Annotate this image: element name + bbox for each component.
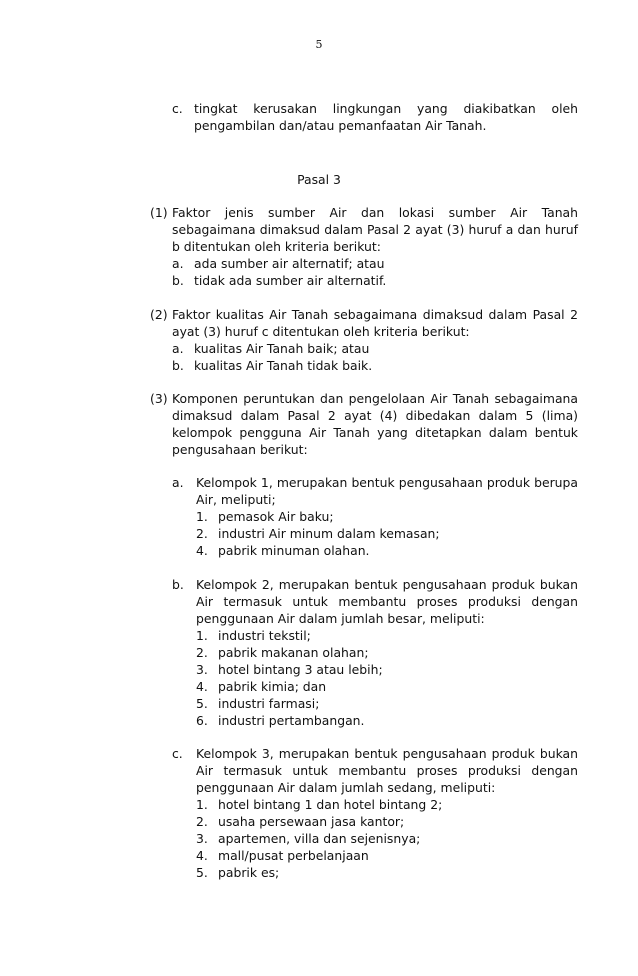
- list-item: [196, 695, 578, 712]
- list-marker: 4.: [196, 679, 208, 694]
- paragraph-line: Kelompok 2, merupakan bentuk pengusahaan produk bukan: [196, 577, 578, 592]
- list-marker: b.: [172, 358, 184, 373]
- clause-marker: (2): [150, 307, 168, 322]
- list-item: [172, 255, 578, 272]
- list-marker: 2.: [196, 645, 208, 660]
- clause-3: [150, 390, 578, 458]
- list-marker: 2.: [196, 814, 208, 829]
- list-item-c: [172, 100, 578, 134]
- list-marker: a.: [172, 256, 184, 271]
- list-item-text: tidak ada sumber air alternatif.: [194, 273, 387, 288]
- list-item-text: mall/pusat perbelanjaan: [218, 848, 369, 863]
- list-item-text: apartemen, villa dan sejenisnya;: [218, 831, 421, 846]
- list-marker: 6.: [196, 713, 208, 728]
- list-marker: 2.: [196, 526, 208, 541]
- list-item: [196, 661, 578, 678]
- list-item-text: pabrik minuman olahan.: [218, 543, 370, 558]
- list-item-text: kualitas Air Tanah baik; atau: [194, 341, 370, 356]
- list-item: [196, 627, 578, 644]
- list-item: [196, 712, 578, 729]
- group-marker: c.: [172, 746, 183, 761]
- list-item: [172, 272, 578, 289]
- paragraph-line: Faktor kualitas Air Tanah sebagaimana dimaksud dalam Pasal 2: [172, 307, 578, 322]
- list-item: [196, 644, 578, 661]
- clause-2: [150, 306, 578, 374]
- list-item-text: industri farmasi;: [218, 696, 320, 711]
- paragraph-line: tingkat kerusakan lingkungan yang diakibatkan oleh: [194, 101, 578, 116]
- paragraph-line: Air, meliputi;: [196, 492, 276, 507]
- list-item-text: pabrik makanan olahan;: [218, 645, 369, 660]
- list-item-text: usaha persewaan jasa kantor;: [218, 814, 405, 829]
- paragraph-line: Air termasuk untuk membantu proses produksi dengan: [196, 763, 578, 778]
- list-marker: a.: [172, 341, 184, 356]
- paragraph-line: pengusahaan berikut:: [172, 442, 308, 457]
- list-item-text: industri Air minum dalam kemasan;: [218, 526, 440, 541]
- list-marker: 1.: [196, 509, 208, 524]
- paragraph-line: ayat (3) huruf c ditentukan oleh kriteria berikut:: [172, 324, 470, 339]
- list-item: [196, 847, 578, 864]
- list-item-text: hotel bintang 1 dan hotel bintang 2;: [218, 797, 443, 812]
- paragraph-line: Faktor jenis sumber Air dan lokasi sumber Air Tanah: [172, 205, 578, 220]
- list-item-text: pabrik es;: [218, 865, 280, 880]
- list-item-text: industri pertambangan.: [218, 713, 365, 728]
- paragraph-line: sebagaimana dimaksud dalam Pasal 2 ayat (3) huruf a dan huruf: [172, 222, 578, 237]
- group-c: [172, 745, 578, 881]
- group-marker: a.: [172, 475, 184, 490]
- paragraph-line: dimaksud dalam Pasal 2 ayat (4) dibedakan dalam 5 (lima): [172, 408, 578, 423]
- list-item: [172, 357, 578, 374]
- list-marker: 3.: [196, 662, 208, 677]
- list-marker: 4.: [196, 543, 208, 558]
- paragraph-line: kelompok pengguna Air Tanah yang ditetapkan dalam bentuk: [172, 425, 578, 440]
- list-item: [172, 340, 578, 357]
- list-item: [196, 830, 578, 847]
- paragraph-line: Kelompok 3, merupakan bentuk pengusahaan produk bukan: [196, 746, 578, 761]
- paragraph-line: penggunaan Air dalam jumlah besar, meliputi:: [196, 611, 485, 626]
- list-item-text: pemasok Air baku;: [218, 509, 334, 524]
- list-marker: 1.: [196, 628, 208, 643]
- list-item-text: kualitas Air Tanah tidak baik.: [194, 358, 373, 373]
- group-marker: b.: [172, 577, 184, 592]
- list-item: [196, 525, 578, 542]
- list-item-text: pabrik kimia; dan: [218, 679, 327, 694]
- paragraph-line: b ditentukan oleh kriteria berikut:: [172, 239, 381, 254]
- list-item: [196, 813, 578, 830]
- group-b: [172, 576, 578, 729]
- article-heading: Pasal 3: [297, 172, 341, 187]
- list-item-text: industri tekstil;: [218, 628, 311, 643]
- paragraph-line: penggunaan Air dalam jumlah sedang, meliputi:: [196, 780, 496, 795]
- clause-marker: (1): [150, 205, 168, 220]
- list-marker: 4.: [196, 848, 208, 863]
- list-marker: 3.: [196, 831, 208, 846]
- list-marker: 1.: [196, 797, 208, 812]
- list-item: [196, 678, 578, 695]
- clause-1: [150, 204, 578, 289]
- paragraph-line: Komponen peruntukan dan pengelolaan Air Tanah sebagaimana: [172, 391, 578, 406]
- group-a: [172, 474, 578, 559]
- list-marker: b.: [172, 273, 184, 288]
- list-marker: 5.: [196, 865, 208, 880]
- list-item-text: hotel bintang 3 atau lebih;: [218, 662, 383, 677]
- list-item: [196, 542, 578, 559]
- list-item: [196, 796, 578, 813]
- list-marker: c.: [172, 101, 183, 116]
- paragraph-line: pengambilan dan/atau pemanfaatan Air Tanah.: [194, 118, 487, 133]
- paragraph-line: Air termasuk untuk membantu proses produksi dengan: [196, 594, 578, 609]
- list-marker: 5.: [196, 696, 208, 711]
- list-item: [196, 864, 578, 881]
- paragraph-line: Kelompok 1, merupakan bentuk pengusahaan produk berupa: [196, 475, 578, 490]
- page-number: 5: [315, 38, 323, 51]
- list-item-text: ada sumber air alternatif; atau: [194, 256, 385, 271]
- list-item: [196, 508, 578, 525]
- clause-marker: (3): [150, 391, 168, 406]
